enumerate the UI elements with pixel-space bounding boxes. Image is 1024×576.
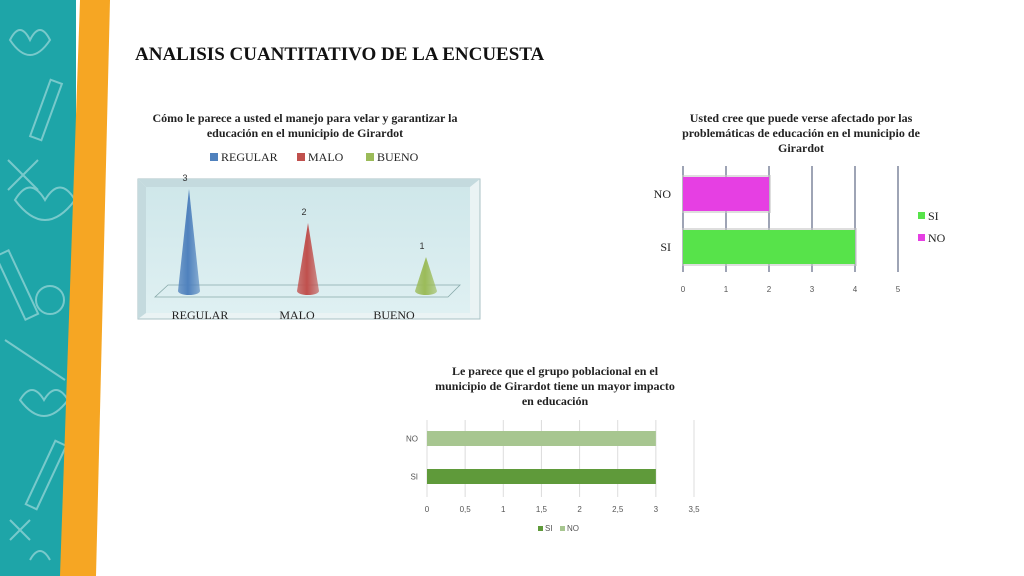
chart1-data-label-2: 1 <box>419 241 425 251</box>
chart2-category-label-0: NO <box>653 187 671 201</box>
chart2-xtick-4: 4 <box>852 285 858 294</box>
chart1-legend-label-2: BUENO <box>377 150 419 164</box>
chart3-category-label-0: NO <box>406 434 418 444</box>
chart2-xtick-1: 1 <box>723 285 729 294</box>
chart3-legend-label-1: NO <box>567 524 579 533</box>
chart2-title: Usted cree que puede verse afectado por las problemáticas de educación en el municipio de Girardot <box>682 111 920 155</box>
chart1-data-label-1: 2 <box>301 207 307 217</box>
chart2-xtick-0: 0 <box>680 285 686 294</box>
chart2-xtick-2: 2 <box>766 285 772 294</box>
chart3-legend-swatch-1 <box>560 526 565 531</box>
chart1-category-label-2: BUENO <box>373 308 415 322</box>
chart3-title: Le parece que el grupo poblacional en el municipio de Girardot tiene un mayor impacto en educación <box>435 364 675 408</box>
slide-title: ANALISIS CUANTITATIVO DE LA ENCUESTA <box>135 44 545 65</box>
chart1-legend-label-0: REGULAR <box>221 150 278 164</box>
chart3-legend-label-0: SI <box>545 524 553 533</box>
chart3-bar-1 <box>427 469 656 484</box>
chart3-bar-0 <box>427 431 656 446</box>
chart1-category-label-0: REGULAR <box>171 308 229 322</box>
chart3-xtick-6: 3 <box>653 505 659 514</box>
chart1-title: Cómo le parece a usted el manejo para velar y garantizar la educación en el municipio de Girardot <box>152 111 458 140</box>
chart3-legend-swatch-0 <box>538 526 543 531</box>
chart3-xtick-7: 3,5 <box>688 505 700 514</box>
chart3-xtick-0: 0 <box>424 505 430 514</box>
chart2-category-label-1: SI <box>660 240 671 254</box>
chart3-xtick-5: 2,5 <box>612 505 624 514</box>
chart3-category-label-1: SI <box>410 472 418 482</box>
chart2-xtick-3: 3 <box>809 285 815 294</box>
chart1-data-label-0: 3 <box>182 173 188 183</box>
chart3-xtick-4: 2 <box>577 505 582 514</box>
chart3-xtick-2: 1 <box>501 505 506 514</box>
chart1-legend-label-1: MALO <box>308 150 344 164</box>
chart2-legend-label-1: NO <box>928 231 946 245</box>
chart3-xtick-3: 1,5 <box>535 505 547 514</box>
chart2-legend-label-0: SI <box>928 209 939 223</box>
chart3-xtick-1: 0,5 <box>459 505 471 514</box>
chart1-category-label-1: MALO <box>279 308 315 322</box>
chart2-xtick-5: 5 <box>895 285 901 294</box>
